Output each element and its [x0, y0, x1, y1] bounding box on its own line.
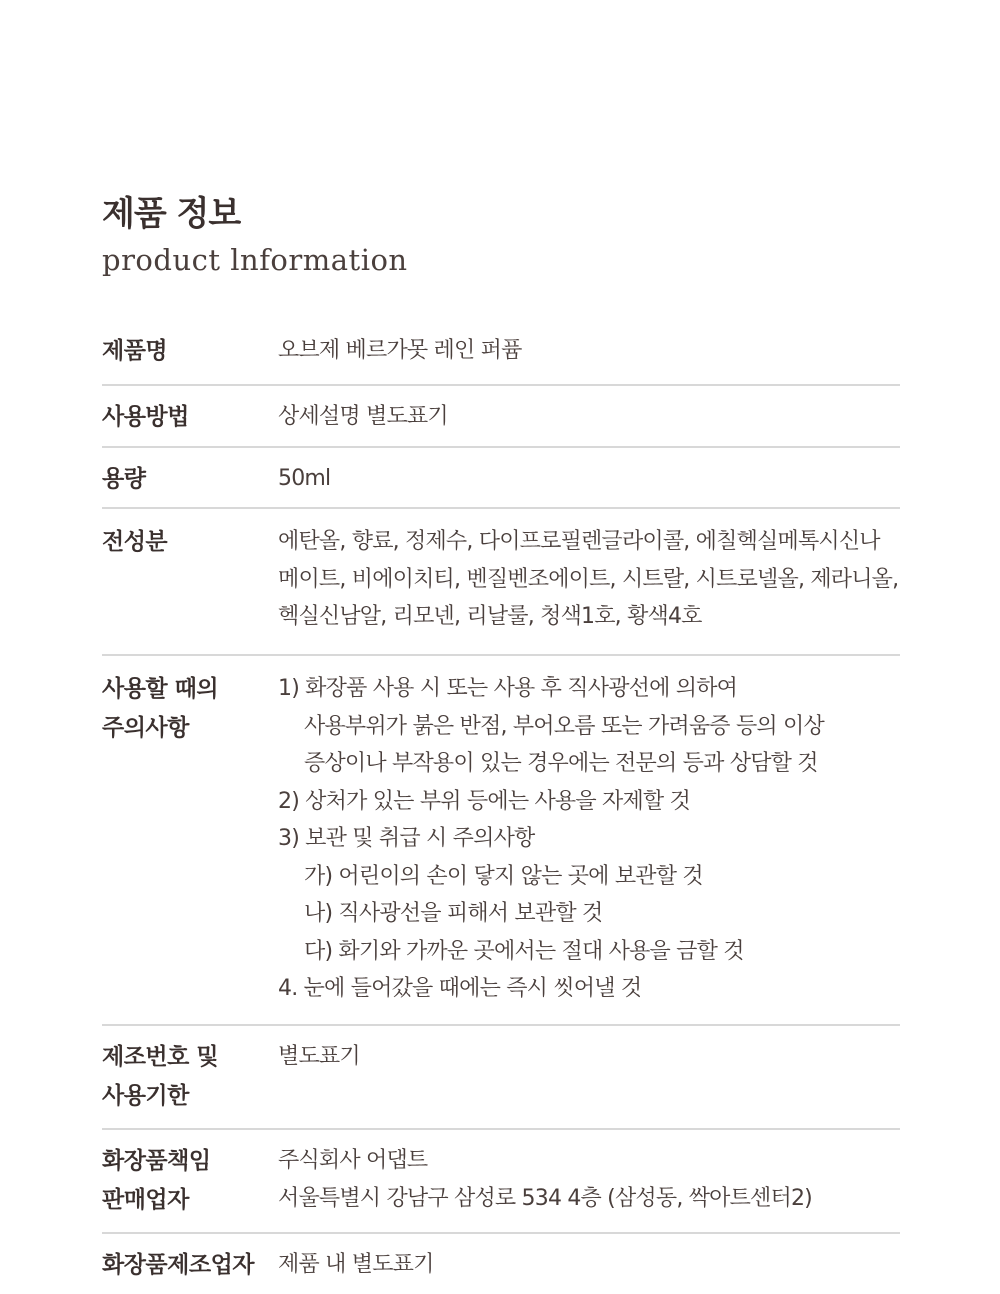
- info-row-manufacturer: [102, 1234, 900, 1294]
- value-line: 사용부위가 붉은 반점, 부어오름 또는 가려움증 등의 이상: [304, 713, 824, 739]
- row-value: [278, 332, 900, 384]
- info-row-cautions: [102, 656, 900, 1026]
- value-line: 에탄올, 향료, 정제수, 다이프로필렌글라이콜, 에칠헥실메톡시신나: [278, 529, 880, 554]
- value-line: 나) 직사광선을 피해서 보관할 것: [304, 901, 603, 926]
- label-line: 사용기한: [102, 1083, 189, 1109]
- label-line: 전성분: [102, 529, 168, 555]
- label-line: 판매업자: [102, 1187, 189, 1213]
- label-line: 사용할 때의: [102, 676, 219, 702]
- value-line: 제품 내 별도표기: [278, 1252, 434, 1277]
- value-line: 오브제 베르가못 레인 퍼퓸: [278, 338, 522, 363]
- value-line: 별도표기: [278, 1044, 360, 1069]
- row-label: [102, 332, 278, 384]
- value-line: 4. 눈에 들어갔을 때에는 즉시 씻어낼 것: [278, 976, 642, 1001]
- value-line: 주식회사 어댑트: [278, 1148, 428, 1173]
- value-line: 50ml: [278, 466, 331, 491]
- section-title: 제품 정보: [102, 194, 241, 234]
- row-label: [102, 670, 278, 1024]
- value-line: 메이트, 비에이치티, 벤질벤조에이트, 시트랄, 시트로넬올, 제라니올,: [278, 566, 899, 592]
- value-line: 2) 상처가 있는 부위 등에는 사용을 자제할 것: [278, 788, 691, 814]
- info-row-product-name: [102, 320, 900, 386]
- row-value: [278, 398, 900, 446]
- row-value: [278, 1246, 900, 1294]
- label-line: 용량: [102, 466, 146, 492]
- label-line: 화장품책임: [102, 1148, 211, 1174]
- product-info-table: [102, 320, 900, 1294]
- row-value: [278, 1038, 900, 1128]
- value-line: 3) 보관 및 취급 시 주의사항: [278, 826, 535, 851]
- row-label: [102, 398, 278, 446]
- value-line: 헥실신남알, 리모넨, 리날룰, 청색1호, 황색4호: [278, 604, 702, 629]
- info-row-ingredients: [102, 509, 900, 656]
- info-row-distributor: [102, 1130, 900, 1234]
- info-row-usage: [102, 386, 900, 448]
- label-line: 주의사항: [102, 715, 189, 741]
- info-row-volume: [102, 448, 900, 509]
- value-line: 상세설명 별도표기: [278, 404, 448, 429]
- row-label: [102, 1038, 278, 1128]
- value-line: 1) 화장품 사용 시 또는 사용 후 직사광선에 의하여: [278, 676, 738, 701]
- row-value: [278, 670, 900, 1024]
- row-label: [102, 1142, 278, 1232]
- info-row-lot-expiry: [102, 1026, 900, 1130]
- value-line: 증상이나 부작용이 있는 경우에는 전문의 등과 상담할 것: [304, 751, 818, 776]
- value-line: 다) 화기와 가까운 곳에서는 절대 사용을 금할 것: [304, 938, 744, 964]
- section-subtitle: product lnformation: [102, 243, 408, 277]
- label-line: 화장품제조업자: [102, 1252, 255, 1278]
- label-line: 사용방법: [102, 404, 189, 430]
- row-label: [102, 460, 278, 507]
- value-line: 서울특별시 강남구 삼성로 534 4층 (삼성동, 싹아트센터2): [278, 1185, 812, 1211]
- row-value: [278, 460, 900, 507]
- row-label: [102, 1246, 278, 1294]
- label-line: 제품명: [102, 338, 168, 364]
- row-value: [278, 523, 900, 654]
- row-value: [278, 1142, 900, 1232]
- label-line: 제조번호 및: [102, 1044, 219, 1070]
- value-line: 가) 어린이의 손이 닿지 않는 곳에 보관할 것: [304, 863, 703, 889]
- row-label: [102, 523, 278, 654]
